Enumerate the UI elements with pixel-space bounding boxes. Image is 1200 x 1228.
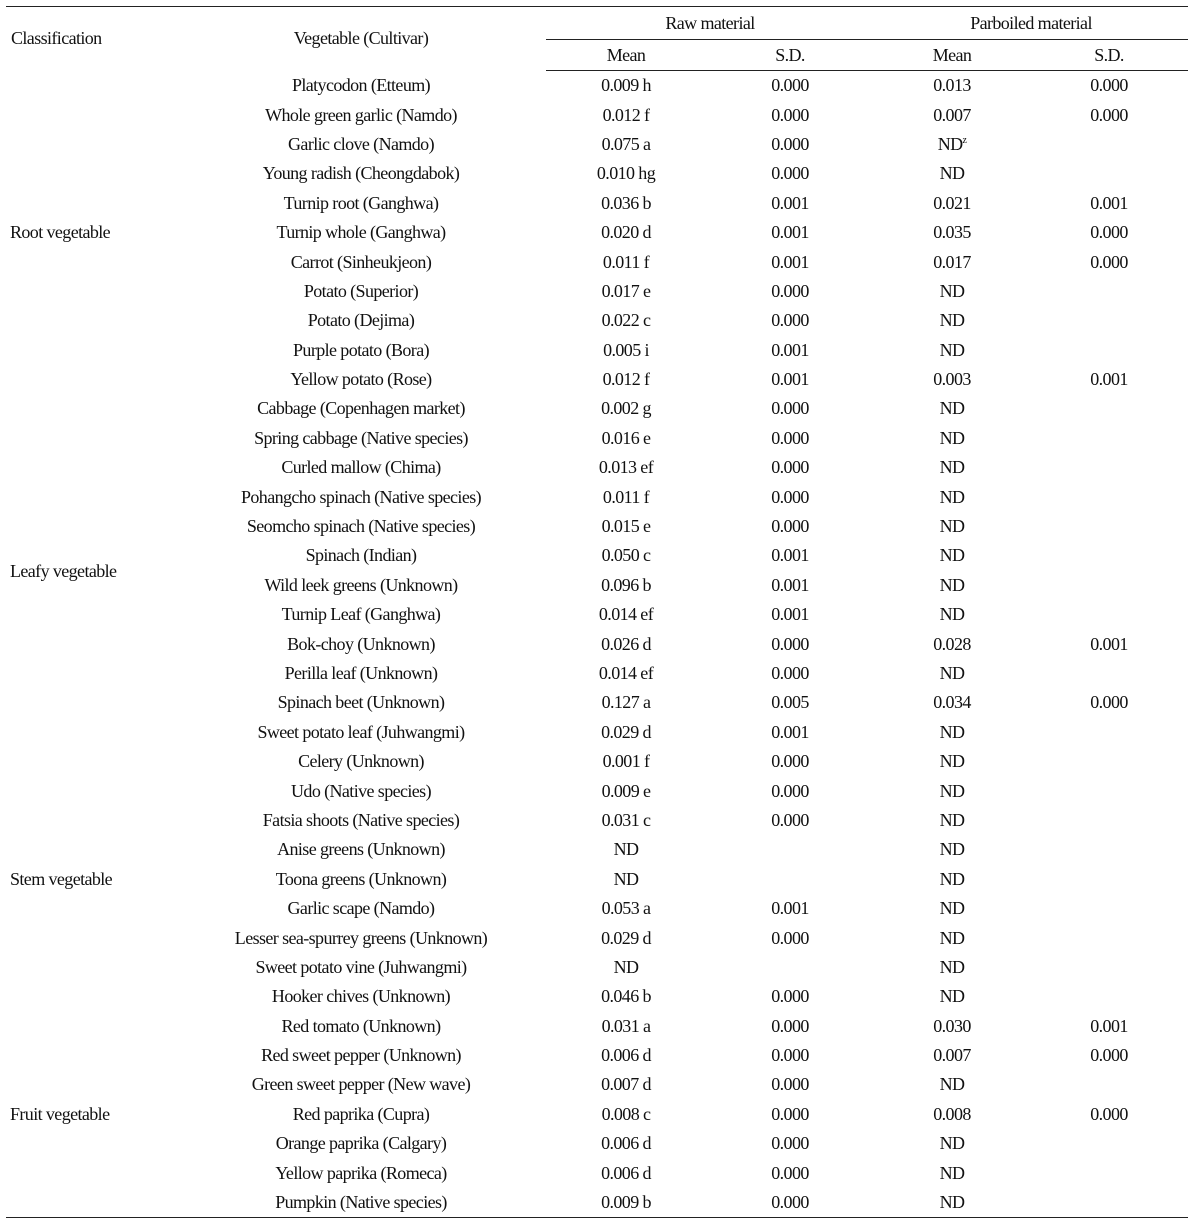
raw-sd-cell: 0.000 bbox=[771, 663, 809, 683]
vegetable-cell: Turnip whole (Ganghwa) bbox=[276, 222, 446, 243]
vegetable-cell: Wild leek greens (Unknown) bbox=[264, 574, 458, 595]
parboiled-mean-cell: 0.013 bbox=[933, 75, 971, 96]
raw-mean-cell: 0.022 c bbox=[601, 310, 651, 331]
raw-sd-cell: 0.001 bbox=[771, 721, 809, 742]
parboiled-mean-cell: ND bbox=[939, 721, 965, 742]
raw-sd-cell: 0.000 bbox=[771, 1045, 809, 1066]
header-raw-material: Raw material bbox=[546, 7, 874, 40]
table-row bbox=[6, 365, 1188, 394]
parboiled-sd-cell bbox=[1030, 953, 1188, 982]
parboiled-mean-cell: ND bbox=[939, 310, 965, 331]
raw-sd-cell: 0.000 bbox=[771, 75, 809, 96]
parboiled-sd-cell bbox=[1030, 306, 1188, 335]
raw-sd-cell: 0.000 bbox=[771, 927, 809, 948]
parboiled-sd-cell bbox=[1030, 277, 1188, 306]
raw-sd-cell: 0.001 bbox=[771, 251, 809, 272]
raw-mean-cell: 0.014 ef bbox=[598, 604, 654, 625]
raw-mean-cell: 0.011 f bbox=[602, 251, 650, 272]
vegetable-cell: Garlic scape (Namdo) bbox=[287, 898, 435, 919]
vegetable-cell: Pumpkin (Native species) bbox=[275, 1192, 447, 1213]
vegetable-cell: Green sweet pepper (New wave) bbox=[251, 1074, 471, 1095]
table-row bbox=[6, 982, 1188, 1011]
raw-mean-cell: 0.009 h bbox=[601, 75, 651, 96]
parboiled-mean-cell: ND bbox=[939, 545, 965, 566]
parboiled-sd-cell bbox=[1030, 806, 1188, 835]
table-row bbox=[6, 688, 1188, 717]
parboiled-mean-cell: 0.003 bbox=[933, 369, 971, 390]
parboiled-sd-cell: 0.000 bbox=[1090, 104, 1128, 125]
table-row bbox=[6, 776, 1188, 805]
table-header bbox=[6, 7, 1188, 71]
table-row bbox=[6, 453, 1188, 482]
parboiled-mean-cell: ND bbox=[939, 780, 965, 801]
vegetable-cell: Spinach beet (Unknown) bbox=[277, 692, 445, 713]
raw-mean-cell: 0.053 a bbox=[601, 898, 651, 919]
vegetable-cell: Anise greens (Unknown) bbox=[277, 839, 445, 860]
parboiled-mean-cell: ND bbox=[939, 163, 965, 184]
parboiled-sd-cell bbox=[1030, 1129, 1188, 1158]
vegetable-cell: Spinach (Indian) bbox=[305, 545, 417, 566]
raw-mean-cell: 0.012 f bbox=[602, 104, 650, 125]
parboiled-mean-cell: 0.021 bbox=[933, 192, 971, 213]
parboiled-mean-cell: ND bbox=[939, 868, 965, 889]
table-row bbox=[6, 247, 1188, 276]
raw-sd-cell: 0.000 bbox=[771, 398, 809, 419]
raw-mean-cell: 0.029 d bbox=[601, 721, 651, 742]
parboiled-sd-cell bbox=[1030, 894, 1188, 923]
raw-mean-cell: 0.026 d bbox=[601, 633, 651, 654]
raw-sd-cell bbox=[706, 835, 874, 864]
raw-sd-cell: 0.000 bbox=[771, 104, 809, 125]
raw-mean-cell: 0.029 d bbox=[601, 927, 651, 948]
raw-sd-cell: 0.000 bbox=[771, 1015, 809, 1036]
raw-mean-cell: 0.006 d bbox=[601, 1133, 651, 1154]
raw-sd-cell: 0.000 bbox=[771, 780, 809, 801]
parboiled-sd-cell: 0.001 bbox=[1090, 633, 1128, 654]
header-parboiled-mean: Mean bbox=[874, 40, 1030, 71]
table-row bbox=[6, 600, 1188, 629]
header-classification: Classification bbox=[11, 28, 102, 49]
table-row bbox=[6, 718, 1188, 747]
table-row bbox=[6, 1188, 1188, 1218]
parboiled-mean-cell: ND bbox=[939, 898, 965, 919]
parboiled-mean-cell: ND bbox=[939, 427, 965, 448]
header-parboiled-material: Parboiled material bbox=[874, 7, 1188, 40]
table-row bbox=[6, 1070, 1188, 1099]
table-row bbox=[6, 130, 1188, 159]
parboiled-sd-cell bbox=[1030, 159, 1188, 188]
vegetable-cell: Potato (Superior) bbox=[303, 280, 419, 301]
parboiled-mean-cell: 0.030 bbox=[933, 1015, 971, 1036]
parboiled-mean-cell: 0.035 bbox=[933, 222, 971, 243]
raw-mean-cell: 0.015 e bbox=[601, 516, 651, 537]
table-row bbox=[6, 159, 1188, 188]
raw-mean-cell: 0.005 i bbox=[603, 339, 649, 360]
raw-sd-cell: 0.000 bbox=[771, 1103, 809, 1124]
table-row bbox=[6, 629, 1188, 658]
parboiled-sd-cell: 0.000 bbox=[1090, 251, 1128, 272]
vegetable-cell: Carrot (Sinheukjeon) bbox=[290, 251, 432, 272]
vegetable-cell: Seomcho spinach (Native species) bbox=[246, 516, 476, 537]
vegetable-cell: Spring cabbage (Native species) bbox=[254, 427, 468, 448]
raw-sd-cell: 0.001 bbox=[771, 222, 809, 243]
parboiled-mean-cell: ND bbox=[939, 457, 965, 478]
parboiled-mean-cell: ND bbox=[939, 809, 965, 830]
vegetable-cell: Whole green garlic (Namdo) bbox=[265, 104, 457, 125]
raw-sd-cell bbox=[706, 865, 874, 894]
table-row bbox=[6, 277, 1188, 306]
parboiled-mean-cell: ND bbox=[939, 486, 965, 507]
parboiled-sd-cell bbox=[1030, 424, 1188, 453]
raw-mean-cell: ND bbox=[613, 956, 639, 977]
parboiled-sd-cell bbox=[1030, 600, 1188, 629]
vegetable-cell: Garlic clove (Namdo) bbox=[288, 133, 434, 154]
parboiled-mean-cell: 0.028 bbox=[933, 633, 971, 654]
raw-sd-cell: 0.000 bbox=[771, 1133, 809, 1154]
parboiled-mean-cell: 0.007 bbox=[933, 104, 971, 125]
raw-mean-cell: 0.009 b bbox=[601, 1192, 651, 1213]
raw-sd-cell: 0.001 bbox=[771, 574, 809, 595]
vegetable-cell: Pohangcho spinach (Native species) bbox=[240, 486, 482, 507]
vegetable-cell: Turnip root (Ganghwa) bbox=[283, 192, 439, 213]
vegetable-content-table bbox=[6, 6, 1188, 1218]
raw-mean-cell: 0.016 e bbox=[601, 427, 651, 448]
parboiled-sd-cell: 0.000 bbox=[1090, 692, 1128, 713]
header-vegetable: Vegetable (Cultivar) bbox=[293, 28, 429, 49]
vegetable-cell: Young radish (Cheongdabok) bbox=[262, 163, 460, 184]
table-row bbox=[6, 894, 1188, 923]
parboiled-mean-cell: ND bbox=[939, 1074, 965, 1095]
parboiled-sd-cell: 0.000 bbox=[1090, 1045, 1128, 1066]
vegetable-cell: Potato (Dejima) bbox=[307, 310, 415, 331]
raw-mean-cell: 0.050 c bbox=[601, 545, 651, 566]
parboiled-sd-cell bbox=[1030, 659, 1188, 688]
table-row bbox=[6, 923, 1188, 952]
raw-sd-cell: 0.000 bbox=[771, 516, 809, 537]
raw-mean-cell: 0.009 e bbox=[601, 780, 651, 801]
raw-mean-cell: 0.013 ef bbox=[598, 457, 654, 478]
raw-sd-cell: 0.000 bbox=[771, 163, 809, 184]
parboiled-mean-cell: ND bbox=[939, 339, 965, 360]
raw-sd-cell: 0.000 bbox=[771, 1192, 809, 1213]
parboiled-mean-cell: ND bbox=[939, 986, 965, 1007]
raw-mean-cell: 0.046 b bbox=[601, 986, 651, 1007]
table-row bbox=[6, 100, 1188, 129]
table-row bbox=[6, 835, 1188, 864]
raw-mean-cell: 0.001 f bbox=[602, 751, 650, 772]
vegetable-cell: Toona greens (Unknown) bbox=[275, 868, 447, 889]
vegetable-cell: Celery (Unknown) bbox=[298, 751, 424, 772]
footnote-mark: z bbox=[962, 134, 967, 146]
raw-mean-cell: 0.020 d bbox=[601, 222, 651, 243]
table-row bbox=[6, 865, 1188, 894]
table-row bbox=[6, 806, 1188, 835]
parboiled-sd-cell bbox=[1030, 718, 1188, 747]
vegetable-cell: Sweet potato leaf (Juhwangmi) bbox=[257, 721, 465, 742]
raw-sd-cell: 0.001 bbox=[771, 545, 809, 566]
parboiled-sd-cell bbox=[1030, 982, 1188, 1011]
table-row bbox=[6, 189, 1188, 218]
vegetable-cell: Red sweet pepper (Unknown) bbox=[261, 1045, 461, 1066]
table-row bbox=[6, 659, 1188, 688]
parboiled-sd-cell bbox=[1030, 541, 1188, 570]
raw-mean-cell: 0.012 f bbox=[602, 369, 650, 390]
raw-sd-cell: 0.000 bbox=[771, 280, 809, 301]
parboiled-mean-cell: 0.034 bbox=[933, 692, 971, 713]
raw-mean-cell: 0.127 a bbox=[601, 692, 651, 713]
parboiled-mean-cell: 0.017 bbox=[933, 251, 971, 272]
table-row bbox=[6, 1012, 1188, 1041]
parboiled-mean-cell: ND bbox=[939, 1133, 965, 1154]
parboiled-mean-cell: ND bbox=[939, 751, 965, 772]
raw-mean-cell: 0.017 e bbox=[601, 280, 651, 301]
raw-sd-cell: 0.000 bbox=[771, 457, 809, 478]
vegetable-cell: Yellow paprika (Romeca) bbox=[275, 1162, 447, 1183]
table-row bbox=[6, 218, 1188, 247]
parboiled-sd-cell bbox=[1030, 747, 1188, 776]
table-row bbox=[6, 306, 1188, 335]
raw-sd-cell: 0.000 bbox=[771, 427, 809, 448]
parboiled-sd-cell bbox=[1030, 835, 1188, 864]
parboiled-sd-cell: 0.001 bbox=[1090, 369, 1128, 390]
raw-mean-cell: 0.002 g bbox=[601, 398, 651, 419]
raw-sd-cell: 0.001 bbox=[771, 369, 809, 390]
raw-mean-cell: 0.008 c bbox=[601, 1103, 651, 1124]
raw-mean-cell: 0.031 a bbox=[601, 1015, 651, 1036]
raw-mean-cell: 0.006 d bbox=[601, 1045, 651, 1066]
parboiled-mean-cell: ND bbox=[939, 663, 965, 683]
raw-sd-cell: 0.000 bbox=[771, 809, 809, 830]
parboiled-sd-cell bbox=[1030, 336, 1188, 365]
raw-mean-cell: 0.010 hg bbox=[596, 163, 656, 184]
parboiled-sd-cell bbox=[1030, 130, 1188, 159]
parboiled-mean-cell: ND bbox=[939, 604, 965, 625]
parboiled-mean-cell: ND bbox=[939, 516, 965, 537]
raw-mean-cell: 0.014 ef bbox=[598, 663, 654, 683]
vegetable-cell: Red paprika (Cupra) bbox=[292, 1103, 430, 1124]
parboiled-sd-cell bbox=[1030, 923, 1188, 952]
vegetable-cell: Hooker chives (Unknown) bbox=[271, 986, 451, 1007]
table-row bbox=[6, 571, 1188, 600]
classification-cell: Stem vegetable bbox=[10, 869, 113, 890]
parboiled-sd-cell bbox=[1030, 1158, 1188, 1187]
raw-sd-cell: 0.005 bbox=[771, 692, 809, 713]
raw-sd-cell: 0.000 bbox=[771, 986, 809, 1007]
raw-sd-cell: 0.001 bbox=[771, 604, 809, 625]
parboiled-mean-cell: ND bbox=[939, 927, 965, 948]
parboiled-mean-cell: 0.007 bbox=[933, 1045, 971, 1066]
table-row bbox=[6, 1129, 1188, 1158]
raw-sd-cell: 0.000 bbox=[771, 633, 809, 654]
raw-sd-cell: 0.000 bbox=[771, 751, 809, 772]
vegetable-cell: Cabbage (Copenhagen market) bbox=[257, 398, 465, 419]
raw-sd-cell: 0.000 bbox=[771, 310, 809, 331]
parboiled-sd-cell bbox=[1030, 1070, 1188, 1099]
table-row bbox=[6, 747, 1188, 776]
parboiled-sd-cell: 0.001 bbox=[1090, 1015, 1128, 1036]
table-row bbox=[6, 1041, 1188, 1070]
table-row bbox=[6, 541, 1188, 570]
vegetable-cell: Bok-choy (Unknown) bbox=[287, 633, 435, 654]
header-raw-sd: S.D. bbox=[706, 40, 874, 71]
nutrient-table-container bbox=[6, 6, 1188, 1218]
raw-mean-cell: 0.075 a bbox=[601, 133, 651, 154]
parboiled-sd-cell bbox=[1030, 453, 1188, 482]
raw-mean-cell: 0.036 b bbox=[601, 192, 651, 213]
parboiled-mean-cell: $ND^z$ bbox=[937, 133, 967, 154]
vegetable-cell: Orange paprika (Calgary) bbox=[275, 1133, 447, 1154]
table-row bbox=[6, 1158, 1188, 1187]
raw-mean-cell: 0.031 c bbox=[601, 809, 651, 830]
raw-sd-cell: 0.001 bbox=[771, 898, 809, 919]
table-row bbox=[6, 336, 1188, 365]
table-row bbox=[6, 953, 1188, 982]
parboiled-sd-cell bbox=[1030, 512, 1188, 541]
parboiled-sd-cell: 0.000 bbox=[1090, 1103, 1128, 1124]
table-body bbox=[6, 71, 1188, 1218]
table-row bbox=[6, 482, 1188, 511]
parboiled-sd-cell bbox=[1030, 482, 1188, 511]
raw-sd-cell: 0.000 bbox=[771, 1162, 809, 1183]
parboiled-mean-cell: ND bbox=[939, 839, 965, 860]
header-parboiled-sd: S.D. bbox=[1030, 40, 1188, 71]
parboiled-mean-cell: ND bbox=[939, 574, 965, 595]
raw-mean-cell: ND bbox=[613, 839, 639, 860]
parboiled-mean-cell: ND bbox=[939, 956, 965, 977]
parboiled-sd-cell: 0.000 bbox=[1090, 222, 1128, 243]
table-row bbox=[6, 394, 1188, 423]
parboiled-sd-cell: 0.000 bbox=[1090, 75, 1128, 96]
vegetable-cell: Turnip Leaf (Ganghwa) bbox=[281, 604, 441, 625]
parboiled-sd-cell bbox=[1030, 394, 1188, 423]
table-row bbox=[6, 424, 1188, 453]
raw-sd-cell: 0.001 bbox=[771, 339, 809, 360]
table-row bbox=[6, 512, 1188, 541]
raw-mean-cell: 0.007 d bbox=[601, 1074, 651, 1095]
classification-cell: Root vegetable bbox=[10, 222, 111, 243]
table-row bbox=[6, 1100, 1188, 1129]
raw-sd-cell: 0.001 bbox=[771, 192, 809, 213]
raw-sd-cell: 0.000 bbox=[771, 1074, 809, 1095]
parboiled-sd-cell bbox=[1030, 776, 1188, 805]
vegetable-cell: Yellow potato (Rose) bbox=[290, 369, 432, 390]
parboiled-sd-cell bbox=[1030, 571, 1188, 600]
parboiled-sd-cell: 0.001 bbox=[1090, 192, 1128, 213]
raw-mean-cell: 0.011 f bbox=[602, 486, 650, 507]
parboiled-mean-cell: ND bbox=[939, 1162, 965, 1183]
parboiled-mean-cell: ND bbox=[939, 280, 965, 301]
raw-sd-cell: 0.000 bbox=[771, 486, 809, 507]
vegetable-cell: Curled mallow (Chima) bbox=[281, 457, 441, 478]
raw-sd-cell: 0.000 bbox=[771, 133, 809, 154]
vegetable-cell: Platycodon (Etteum) bbox=[291, 74, 431, 95]
vegetable-cell: Udo (Native species) bbox=[291, 780, 431, 801]
vegetable-cell: Perilla leaf (Unknown) bbox=[284, 663, 438, 683]
table-row bbox=[6, 71, 1188, 101]
vegetable-cell: Purple potato (Bora) bbox=[293, 339, 429, 360]
raw-mean-cell: 0.006 d bbox=[601, 1162, 651, 1183]
raw-mean-cell: ND bbox=[613, 868, 639, 889]
header-raw-mean: Mean bbox=[546, 40, 706, 71]
raw-sd-cell bbox=[706, 953, 874, 982]
vegetable-cell: Lesser sea-spurrey greens (Unknown) bbox=[234, 927, 488, 948]
parboiled-sd-cell bbox=[1030, 1188, 1188, 1218]
vegetable-cell: Sweet potato vine (Juhwangmi) bbox=[255, 956, 467, 977]
classification-cell: Leafy vegetable bbox=[10, 560, 117, 581]
parboiled-mean-cell: ND bbox=[939, 398, 965, 419]
parboiled-sd-cell bbox=[1030, 865, 1188, 894]
raw-mean-cell: 0.096 b bbox=[601, 574, 651, 595]
classification-cell: Fruit vegetable bbox=[10, 1104, 110, 1125]
vegetable-cell: Fatsia shoots (Native species) bbox=[262, 809, 460, 830]
parboiled-mean-cell: ND bbox=[939, 1192, 965, 1213]
parboiled-mean-cell: 0.008 bbox=[933, 1103, 971, 1124]
vegetable-cell: Red tomato (Unknown) bbox=[281, 1015, 441, 1036]
